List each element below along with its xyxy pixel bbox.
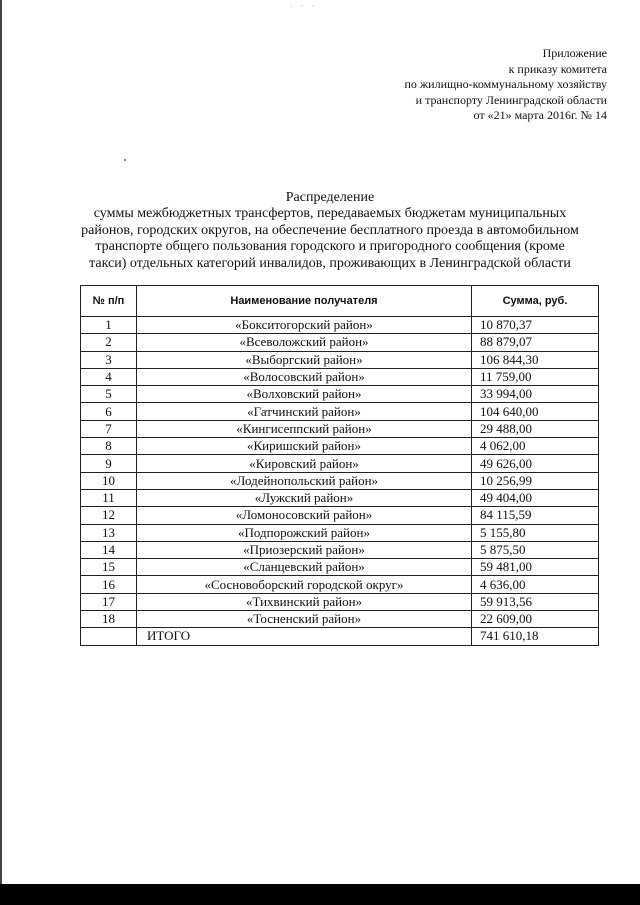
table-row: [81, 351, 599, 368]
row-number: 2: [81, 334, 137, 351]
table-row: [81, 420, 599, 437]
recipient-name: «Волосовский район»: [137, 368, 472, 385]
row-number: 6: [81, 403, 137, 420]
subtitle-line: районов, городских округов, на обеспечение бесплатного проезда в автомобильном: [81, 222, 579, 238]
table-row: [81, 368, 599, 385]
table-row: [81, 593, 599, 610]
scan-left-edge: [0, 0, 2, 905]
recipient-name: «Сосновоборский городской округ»: [137, 576, 472, 593]
appendix-line: и транспорту Ленинградской области: [415, 92, 607, 107]
row-amount: 11 759,00: [472, 368, 599, 385]
appendix-line: к приказу комитета: [508, 61, 607, 76]
appendix-block: [404, 46, 607, 124]
document-subtitle: [60, 206, 600, 272]
recipient-name: «Тихвинский район»: [137, 593, 472, 610]
row-amount: 88 879,07: [472, 334, 599, 351]
recipient-name: «Киришский район»: [137, 438, 472, 455]
row-amount: 4 636,00: [472, 576, 599, 593]
table-row: [81, 334, 599, 351]
table-row: [81, 576, 599, 593]
row-number: 10: [81, 472, 137, 489]
table-row: [81, 489, 599, 506]
total-row: [81, 628, 599, 645]
recipient-name: «Кировский район»: [137, 455, 472, 472]
document-title: Распределение: [285, 190, 375, 205]
subtitle-line: транспорте общего пользования городского и пригородного сообщения (кроме: [95, 239, 565, 254]
row-number: 15: [81, 559, 137, 576]
row-number: 1: [81, 317, 137, 334]
table-row: [81, 386, 599, 403]
row-number: 12: [81, 507, 137, 524]
table-row: [81, 455, 599, 472]
recipient-name: «Выборгский район»: [137, 351, 472, 368]
scan-speck: [124, 159, 126, 161]
scan-artifact: · · ·: [290, 2, 317, 11]
appendix-line: по жилищно-коммунальному хозяйству: [404, 77, 607, 91]
row-number: 13: [81, 524, 137, 541]
appendix-line: Приложение: [542, 46, 607, 60]
row-amount: 29 488,00: [472, 420, 599, 437]
appendix-line: от «21» марта 2016г. № 14: [473, 108, 607, 122]
table-row: [81, 611, 599, 628]
recipient-name: «Лодейнопольский район»: [137, 472, 472, 489]
row-number: 4: [81, 368, 137, 385]
row-amount: 22 609,00: [472, 611, 599, 628]
row-number: 14: [81, 541, 137, 558]
recipient-name: «Ломоносовский район»: [137, 507, 472, 524]
total-empty-cell: [81, 628, 137, 645]
row-amount: 59 913,56: [472, 593, 599, 610]
row-amount: 104 640,00: [472, 403, 599, 420]
row-number: 5: [81, 386, 137, 403]
row-number: 9: [81, 455, 137, 472]
row-amount: 59 481,00: [472, 559, 599, 576]
recipient-name: «Приозерский район»: [137, 541, 472, 558]
recipient-name: «Бокситогорский район»: [137, 317, 472, 334]
row-number: 8: [81, 438, 137, 455]
recipient-name: «Гатчинский район»: [137, 403, 472, 420]
row-amount: 49 404,00: [472, 489, 599, 506]
recipient-name: «Подпорожский район»: [137, 524, 472, 541]
row-number: 17: [81, 593, 137, 610]
row-amount: 4 062,00: [472, 438, 599, 455]
header-amount: Сумма, руб.: [472, 286, 599, 317]
recipient-name: «Всеволожский район»: [137, 334, 472, 351]
row-number: 7: [81, 420, 137, 437]
scan-bottom-border: [0, 884, 640, 905]
header-recipient: Наименование получателя: [137, 286, 472, 317]
recipient-name: «Сланцевский район»: [137, 559, 472, 576]
subtitle-line: такси) отдельных категорий инвалидов, проживающих в Ленинградской области: [89, 255, 571, 271]
table-row: [81, 541, 599, 558]
table-body: [81, 317, 599, 628]
row-amount: 49 626,00: [472, 455, 599, 472]
total-label: ИТОГО: [137, 628, 472, 645]
table-row: [81, 507, 599, 524]
row-amount: 106 844,30: [472, 351, 599, 368]
recipient-name: «Волховский район»: [137, 386, 472, 403]
recipient-name: «Тосненский район»: [137, 611, 472, 628]
table-row: [81, 472, 599, 489]
row-amount: 5 155,80: [472, 524, 599, 541]
recipient-name: «Кингисеппский район»: [137, 420, 472, 437]
table-row: [81, 317, 599, 334]
row-amount: 10 870,37: [472, 317, 599, 334]
recipient-name: «Лужский район»: [137, 489, 472, 506]
subtitle-line: суммы межбюджетных трансфертов, передаваемых бюджетам муниципальных: [93, 206, 567, 221]
table-row: [81, 559, 599, 576]
total-sum: 741 610,18: [472, 628, 599, 645]
table-row: [81, 403, 599, 420]
row-amount: 84 115,59: [472, 507, 599, 524]
table-header-row: [81, 286, 599, 317]
table-row: [81, 524, 599, 541]
distribution-table: [80, 285, 599, 646]
row-amount: 5 875,50: [472, 541, 599, 558]
row-number: 11: [81, 489, 137, 506]
row-number: 16: [81, 576, 137, 593]
row-number: 18: [81, 611, 137, 628]
table-row: [81, 438, 599, 455]
row-amount: 10 256,99: [472, 472, 599, 489]
row-amount: 33 994,00: [472, 386, 599, 403]
row-number: 3: [81, 351, 137, 368]
header-number: № п/п: [81, 286, 137, 317]
